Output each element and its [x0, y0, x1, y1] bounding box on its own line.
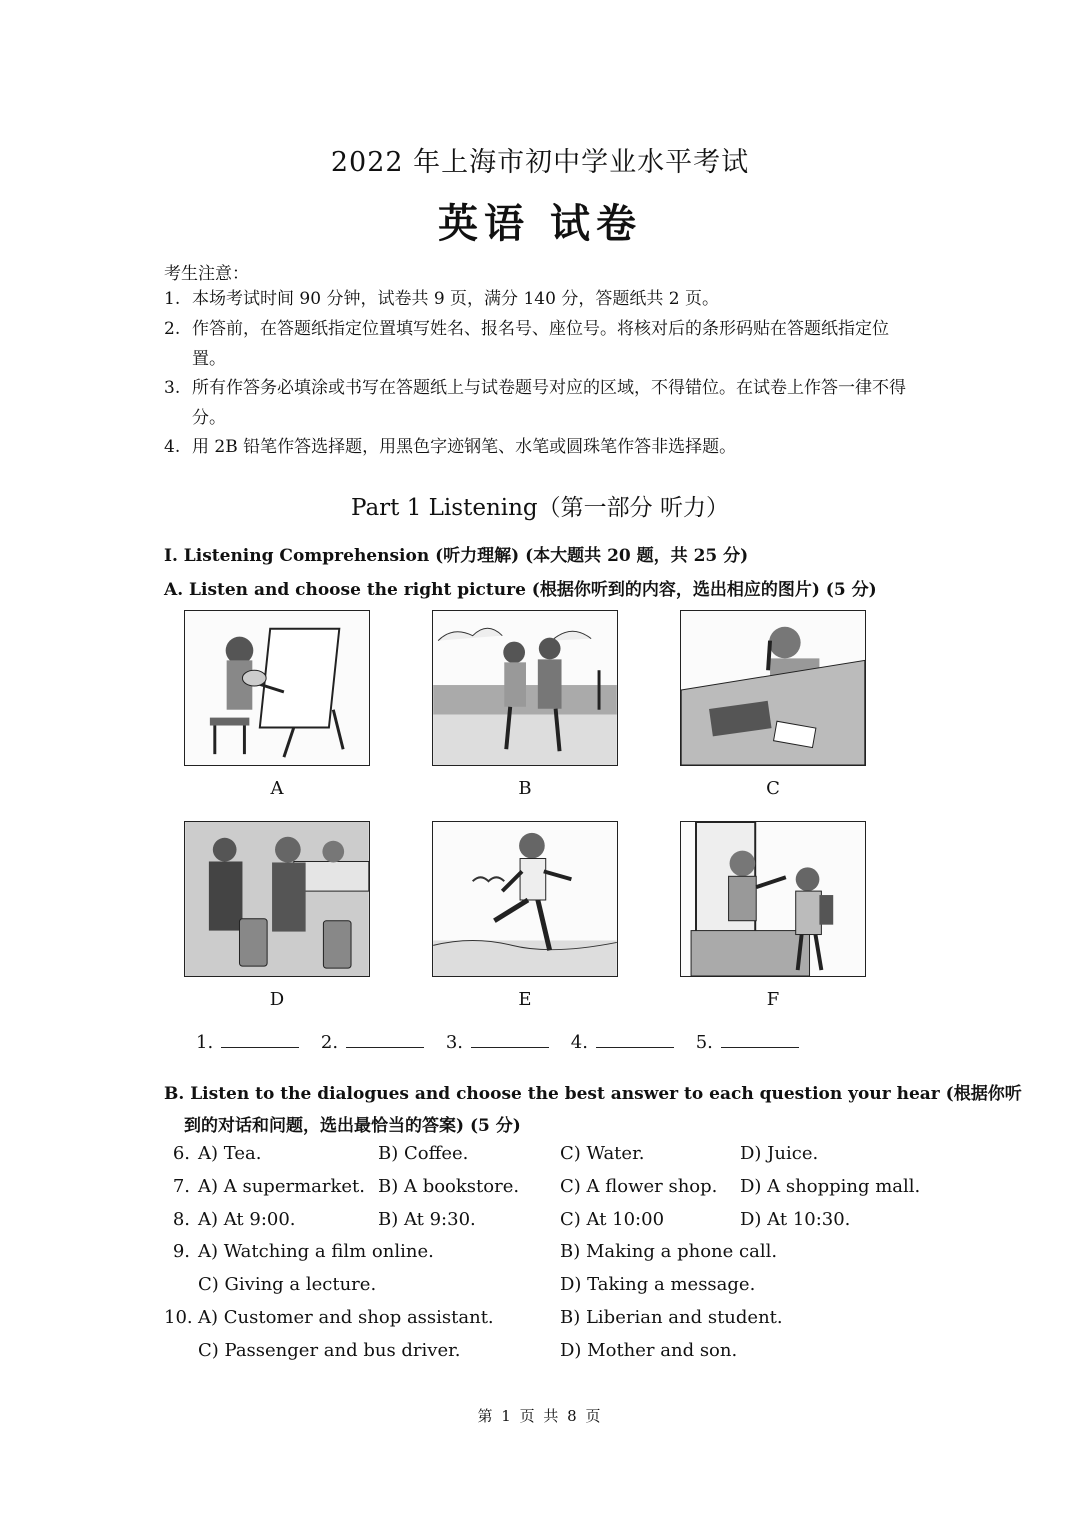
option-d[interactable]: D) At 10:30.	[740, 1209, 851, 1230]
option-d[interactable]: D) Juice.	[740, 1143, 819, 1164]
blank-num: 3.	[445, 1032, 464, 1053]
door-greeting-illustration	[680, 821, 866, 977]
notice-text: 所有作答务必填涂或书写在答题纸上与试卷题号对应的区域，不得错位。在试卷上作答一律不得分。	[192, 378, 906, 428]
option-b[interactable]: B) At 9:30.	[378, 1209, 476, 1230]
section-a-heading: A. Listen and choose the right picture (根据你听到的内容，选出相应的图片) (5 分)	[164, 580, 877, 600]
option-a[interactable]: A) At 9:00.	[198, 1209, 296, 1230]
notice-item-3	[164, 373, 924, 433]
option-c[interactable]: C) Passenger and bus driver.	[198, 1340, 461, 1361]
blank-line[interactable]	[471, 1031, 549, 1048]
notice-num: 3.	[164, 378, 181, 398]
section-i-heading: I. Listening Comprehension (听力理解) (本大题共 20 题，共 25 分)	[164, 546, 749, 566]
exam-title: 2022 年上海市初中学业水平考试	[330, 147, 750, 178]
option-c[interactable]: C) At 10:00	[560, 1209, 665, 1230]
answer-blank[interactable]	[571, 1031, 674, 1053]
answer-blanks	[196, 1031, 815, 1053]
option-d[interactable]: D) Mother and son.	[560, 1340, 738, 1361]
option-a[interactable]: A) Watching a film online.	[198, 1241, 434, 1262]
answer-blank[interactable]	[696, 1031, 799, 1053]
part-heading: Part 1 Listening（第一部分 听力）	[351, 495, 729, 521]
option-a[interactable]: A) Tea.	[198, 1143, 262, 1164]
blank-num: 5.	[695, 1032, 713, 1053]
question-number: 6.	[172, 1143, 190, 1164]
blank-line[interactable]	[346, 1031, 424, 1048]
notice-item-2	[164, 314, 924, 374]
picture-label-f: F	[766, 989, 780, 1010]
blank-line[interactable]	[221, 1031, 299, 1048]
blank-num: 1.	[196, 1032, 214, 1053]
question-number: 7.	[172, 1176, 190, 1197]
option-b[interactable]: B) Making a phone call.	[560, 1241, 778, 1262]
exam-subtitle: 英语 试卷	[438, 201, 642, 247]
question-number: 8.	[172, 1209, 190, 1230]
notice-heading: 考生注意：	[164, 264, 249, 284]
blank-line[interactable]	[596, 1031, 674, 1048]
answer-blank[interactable]	[446, 1031, 549, 1053]
picture-label-a: A	[270, 778, 284, 799]
option-a[interactable]: A) A supermarket.	[198, 1176, 365, 1197]
notice-text: 作答前，在答题纸指定位置填写姓名、报名号、座位号。将核对后的条形码贴在答题纸指定位置。	[192, 319, 889, 369]
option-b[interactable]: B) A bookstore.	[378, 1176, 520, 1197]
page-footer: 第 1 页 共 8 页	[477, 1407, 603, 1425]
section-b-heading-line1: B. Listen to the dialogues and choose the best answer to each question your hear (根据你听	[164, 1084, 1022, 1104]
picture-label-d: D	[269, 989, 285, 1010]
blank-num: 4.	[570, 1032, 588, 1053]
notice-item-4	[164, 432, 924, 462]
notice-num: 2.	[164, 319, 181, 339]
picture-label-b: B	[518, 778, 532, 799]
painting-girl-illustration	[184, 610, 370, 766]
answer-blank[interactable]	[196, 1031, 299, 1053]
option-c[interactable]: C) A flower shop.	[560, 1176, 718, 1197]
notice-num: 4.	[164, 437, 181, 457]
option-d[interactable]: D) Taking a message.	[560, 1274, 756, 1295]
question-number: 9.	[172, 1241, 190, 1262]
notice-num: 1.	[164, 289, 181, 309]
answer-blank[interactable]	[321, 1031, 424, 1053]
notice-item-1	[164, 284, 924, 314]
option-b[interactable]: B) Coffee.	[378, 1143, 469, 1164]
option-c[interactable]: C) Water.	[560, 1143, 645, 1164]
picture-label-c: C	[766, 778, 780, 799]
notice-text: 本场考试时间 90 分钟，试卷共 9 页，满分 140 分，答题纸共 2 页。	[192, 289, 719, 309]
question-number: 10.	[164, 1307, 193, 1328]
blank-line[interactable]	[721, 1031, 799, 1048]
option-b[interactable]: B) Liberian and student.	[560, 1307, 783, 1328]
beach-walk-illustration	[432, 610, 618, 766]
notice-text: 用 2B 铅笔作答选择题，用黑色字迹钢笔、水笔或圆珠笔作答非选择题。	[192, 437, 737, 457]
section-b-heading-line2: 到的对话和问题，选出最恰当的答案) (5 分)	[184, 1116, 521, 1136]
running-boy-illustration	[432, 821, 618, 977]
blank-num: 2.	[320, 1032, 339, 1053]
airport-luggage-illustration	[184, 821, 370, 977]
office-phone-illustration	[680, 610, 866, 766]
picture-label-e: E	[518, 989, 532, 1010]
option-c[interactable]: C) Giving a lecture.	[198, 1274, 377, 1295]
option-a[interactable]: A) Customer and shop assistant.	[198, 1307, 494, 1328]
option-d[interactable]: D) A shopping mall.	[740, 1176, 921, 1197]
